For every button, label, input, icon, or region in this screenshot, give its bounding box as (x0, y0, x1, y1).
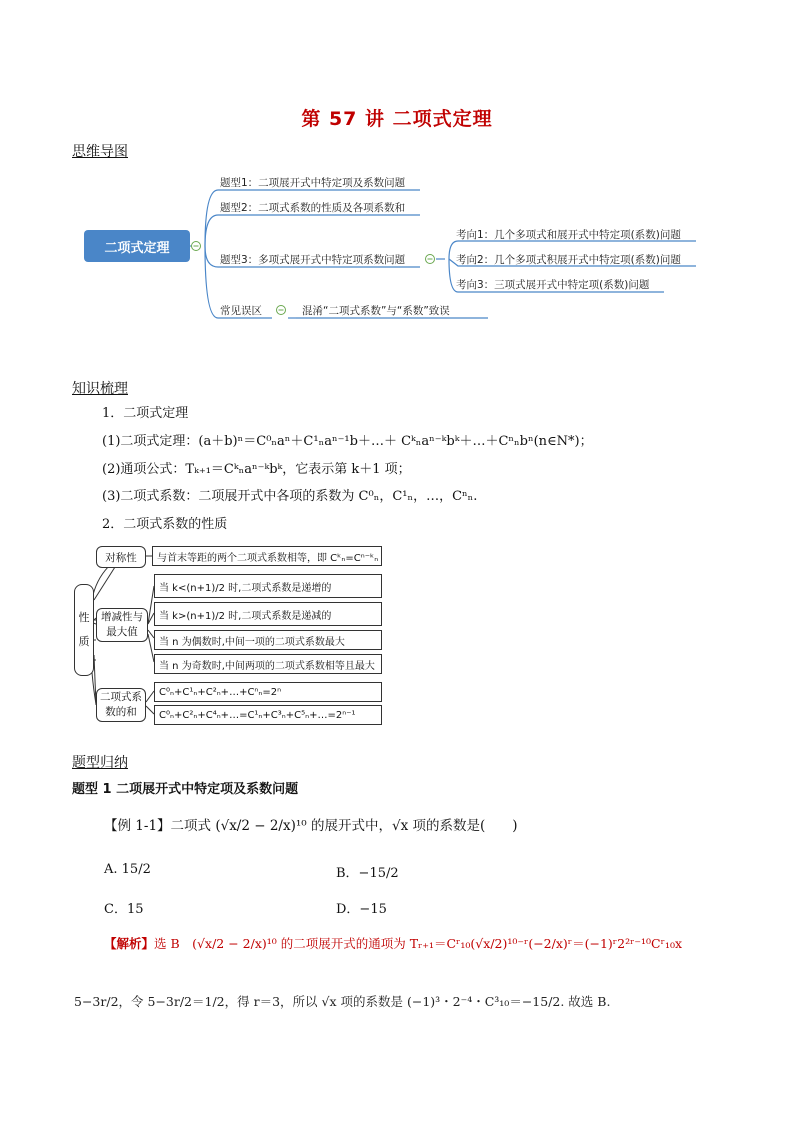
mindmap-node-mistake: 常见误区 (220, 305, 262, 317)
mindmap-node-type2: 题型2：二项式系数的性质及各项系数和 (220, 202, 406, 214)
item-sum-all: C⁰ₙ+C¹ₙ+C²ₙ+…+Cⁿₙ=2ⁿ (154, 682, 382, 702)
option-a: A. 15/2 (104, 862, 151, 877)
problem-stem: 【例 1-1】二项式 (√x/2 − 2/x)¹⁰ 的展开式中，√x 项的系数是( ) (104, 818, 518, 834)
knowledge-theorem: (1)二项式定理：(a＋b)ⁿ＝C⁰ₙaⁿ＋C¹ₙaⁿ⁻¹b＋…＋ Cᵏₙaⁿ⁻ᵏbᵏ＋…＋Cⁿₙbⁿ(n∈N*)； (102, 434, 593, 449)
item-increasing: 当 k<(n+1)/2 时,二项式系数是递增的 (154, 574, 382, 598)
group-monotonic: 增减性与最大值 (96, 608, 148, 642)
mindmap-subnode-1: 考向1：几个多项式和展开式中特定项(系数)问题 (456, 229, 681, 241)
item-odd-max: 当 n 为奇数时,中间两项的二项式系数相等且最大 (154, 654, 382, 674)
knowledge-general-term: (2)通项公式：Tₖ₊₁＝Cᵏₙaⁿ⁻ᵏbᵏ，它表示第 k＋1 项； (102, 462, 411, 477)
option-c: C．15 (104, 902, 144, 917)
section-mindmap: 思维导图 (72, 144, 128, 160)
problem-heading: 题型 1 二项展开式中特定项及系数问题 (72, 782, 299, 797)
mindmap-subnode-2: 考向2：几个多项式积展开式中特定项(系数)问题 (456, 254, 681, 266)
group-sum: 二项式系数的和 (96, 688, 146, 722)
group-symmetry: 对称性 (96, 546, 146, 568)
knowledge-heading-2: 2．二项式系数的性质 (102, 517, 228, 532)
section-knowledge: 知识梳理 (72, 381, 128, 397)
analysis-text-1: 选 B (√x/2 − 2/x)¹⁰ 的二项展开式的通项为 Tᵣ₊₁＝Cʳ₁₀(√x/2)¹⁰⁻ʳ(−2/x)ʳ＝(−1)ʳ2²ʳ⁻¹⁰Cʳ₁₀x (154, 936, 683, 951)
item-symmetry: 与首末等距的两个二项式系数相等，即 Cᵏₙ=Cⁿ⁻ᵏₙ (152, 546, 382, 566)
analysis-line-2: 5−3r/2，令 5−3r/2＝1/2，得 r＝3，所以 √x 项的系数是 (−1)³・2⁻⁴・C³₁₀＝−15/2. 故选 B. (74, 994, 611, 1009)
analysis-line-1 (104, 934, 744, 954)
mindmap-node-type3: 题型3：多项式展开式中特定项系数问题 (220, 254, 406, 266)
mindmap-root: 二项式定理 (84, 230, 190, 262)
analysis-tag: 【解析】 (104, 936, 155, 951)
item-decreasing: 当 k>(n+1)/2 时,二项式系数是递减的 (154, 602, 382, 626)
mindmap-subnode-3: 考向3：三项式展开式中特定项(系数)问题 (456, 279, 650, 291)
knowledge-binomial-coeff: (3)二项式系数：二项展开式中各项的系数为 C⁰ₙ，C¹ₙ，…，Cⁿₙ. (102, 489, 478, 504)
mindmap-node-type1: 题型1：二项展开式中特定项及系数问题 (220, 177, 406, 189)
item-sum-odd-even: C⁰ₙ+C²ₙ+C⁴ₙ+…=C¹ₙ+C³ₙ+C⁵ₙ+…=2ⁿ⁻¹ (154, 705, 382, 725)
item-even-max: 当 n 为偶数时,中间一项的二项式系数最大 (154, 630, 382, 650)
option-b: B．−15/2 (336, 866, 399, 881)
section-types: 题型归纳 (72, 755, 128, 771)
page-title: 第 57 讲 二项式定理 (301, 108, 493, 130)
properties-root: 性质 (74, 584, 94, 676)
mindmap-mistake-detail: 混淆“二项式系数”与“系数”致误 (302, 305, 450, 317)
option-d: D．−15 (336, 902, 387, 917)
knowledge-heading-1: 1．二项式定理 (102, 406, 189, 421)
